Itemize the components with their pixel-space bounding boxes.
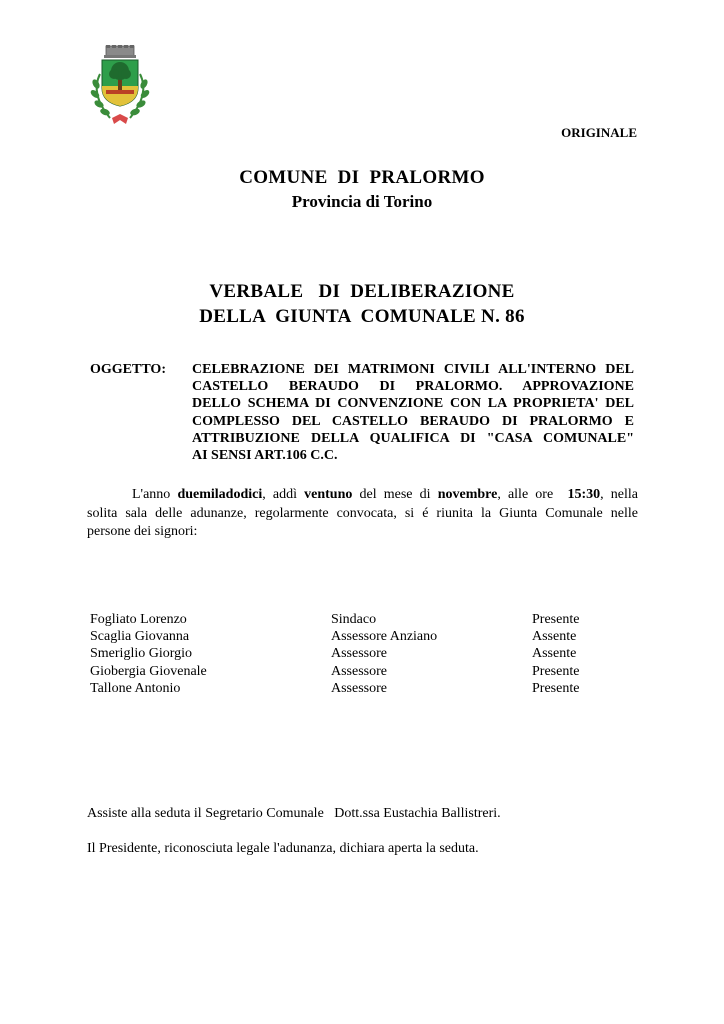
subject-line: CASTELLO BERAUDO DI PRALORMO. APPROVAZIONE [192,379,634,395]
intro-paragraph [87,486,638,542]
member-role: Assessore [331,646,387,662]
subject-text [192,361,634,464]
member-role: Sindaco [331,612,377,627]
intro-line: L'anno duemiladodici, addì ventuno del mese di novembre, alle ore 15:30, nella [132,487,638,502]
member-role: Assessore [331,680,387,696]
member-name: Fogliato Lorenzo [90,612,187,627]
member-status: Assente [532,646,577,662]
subject-line: ATTRIBUZIONE DELLA QUALIFICA DI "CASA COMUNALE" [192,430,634,446]
subject-label: OGGETTO: [90,362,166,377]
document-title-line-2: DELLA GIUNTA COMUNALE N. 86 [199,306,525,327]
original-label: ORIGINALE [561,125,637,140]
province-name: Provincia di Torino [291,192,433,211]
member-name: Giobergia Giovenale [90,663,207,679]
intro-line: persone dei signori: [87,524,198,539]
subject-line: AI SENSI ART.106 C.C. [192,448,338,464]
time-value: 15:30 [567,487,601,502]
member-status: Presente [532,663,580,679]
subject-line: DELLO SCHEMA DI CONVENZIONE CON LA PROPRIETA' DEL [192,396,634,412]
municipal-crest-icon [86,44,154,126]
member-roles-column [331,611,437,697]
member-name: Tallone Antonio [90,680,181,696]
document-title-line-1: VERBALE DI DELIBERAZIONE [209,281,515,302]
intro-line: solita sala delle adunanze, regolarmente convocata, si é riunita la Giunta Comunale nelle [87,505,638,521]
member-names-column [90,611,207,697]
year-value: duemiladodici [177,487,263,502]
member-name: Scaglia Giovanna [90,629,190,645]
member-status: Assente [532,629,577,645]
president-statement: Il Presidente, riconosciuta legale l'adunanza, dichiara aperta la seduta. [87,841,479,856]
member-role: Assessore Anziano [331,629,438,645]
municipality-name: COMUNE DI PRALORMO [239,167,485,188]
member-status: Presente [532,680,580,696]
subject-line: CELEBRAZIONE DEI MATRIMONI CIVILI ALL'INTERNO DEL [192,362,634,377]
member-name: Smeriglio Giorgio [90,646,193,662]
subject-line: COMPLESSO DEL CASTELLO BERAUDO DI PRALORMO E [192,413,634,429]
month-value: novembre [437,487,498,502]
secretary-statement: Assiste alla seduta il Segretario Comunale Dott.ssa Eustachia Ballistreri. [87,806,501,821]
day-value: ventuno [304,487,353,502]
member-status: Presente [532,612,580,627]
member-role: Assessore [331,663,387,679]
member-status-column [532,611,579,697]
